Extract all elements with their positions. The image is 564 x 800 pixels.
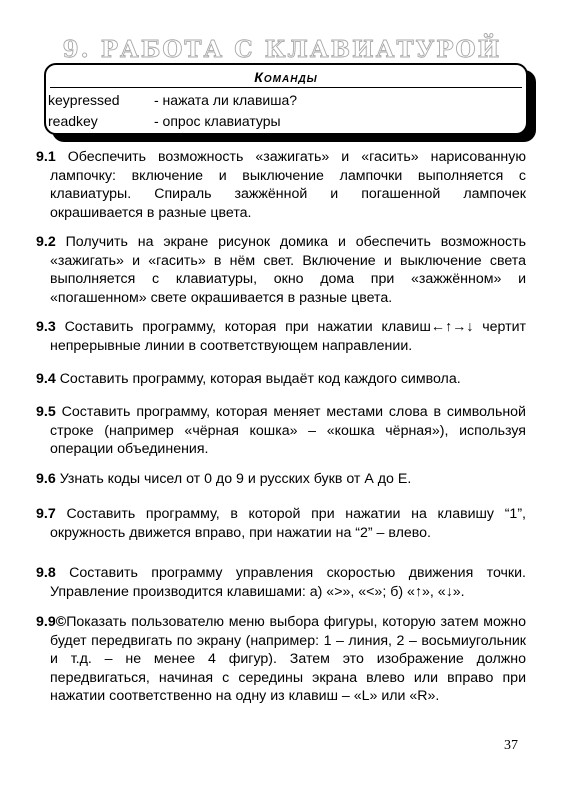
task-9-1 [36,148,526,222]
task-9-9 [36,613,526,706]
page-number: 37 [504,738,518,753]
task-number: 9.6 [36,471,56,487]
task-number: 9.1 [36,149,56,165]
task-text: Обеспечить возможность «зажигать» и «гасить» нарисованную лампочку: включение и выключение лампочки выполняется с клавиатуры. Спираль зажжённой и погашенной лампочек окрашивается в разные цвета. [50,149,526,221]
task-number: 9.4 [36,371,56,387]
task-text: Показать пользователю меню выбора фигуры, которую затем можно будет передвигать по экрану (например: 1 – линия, 2 – восьмиугольник и т.д. – не менее 4 фигур). Затем это изображение должно передвигаться, начиная с середины экрана влево или вправо при нажатии соответственно на одну из клавиш – «L» или «R». [50,614,526,704]
task-9-5 [36,403,526,459]
task-text: Составить программу, в которой при нажатии на клавишу “1”, окружность движется вправо, при нажатии на “2” – влево. [50,506,526,541]
commands-divider [50,87,522,88]
task-9-4 [36,370,526,389]
task-number: 9.8 [36,565,56,581]
commands-header: Команды [254,69,318,85]
task-number: 9.2 [36,234,56,250]
task-text: Получить на экране рисунок домика и обеспечить возможность «зажигать» и «гасить» в нём свет. Включение и выключение света выполняется с клавиатуры, окно дома при «зажжённом» и «погашенном» свете окрашивается в разные цвета. [50,234,526,306]
task-9-8 [36,564,526,601]
chapter-title: 9. РАБОТА С КЛАВИАТУРОЙ [62,36,502,63]
task-text: Составить программу управления скоростью движения точки. Управление производится клавишами: а) «>», «<»; б) «↑», «↓». [50,565,526,600]
task-9-6 [36,470,526,489]
commands-box [44,63,528,135]
task-text: Узнать коды чисел от 0 до 9 и русских букв от А до Е. [59,471,412,487]
command-description: - опрос клавиатуры [154,113,281,129]
task-text: Составить программу, которая меняет местами слова в символьной строке (например «чёрная кошка» – «кошка чёрная»), используя операции объединения. [50,404,526,457]
task-number: 9.7 [36,506,56,522]
task-number: 9.3 [36,319,56,335]
task-9-2 [36,233,526,307]
task-text: Составить программу, которая при нажатии клавиш←↑→↓ чертит непрерывные линии в соответствующем направлении. [50,319,526,354]
task-number: 9.9© [36,614,67,630]
task-9-7 [36,505,526,542]
command-description: - нажата ли клавиша? [154,92,298,108]
task-text: Составить программу, которая выдаёт код каждого символа. [59,371,461,387]
task-9-3 [36,318,526,355]
command-name: keypressed [48,92,120,108]
task-number: 9.5 [36,404,56,420]
command-name: readkey [48,113,98,129]
